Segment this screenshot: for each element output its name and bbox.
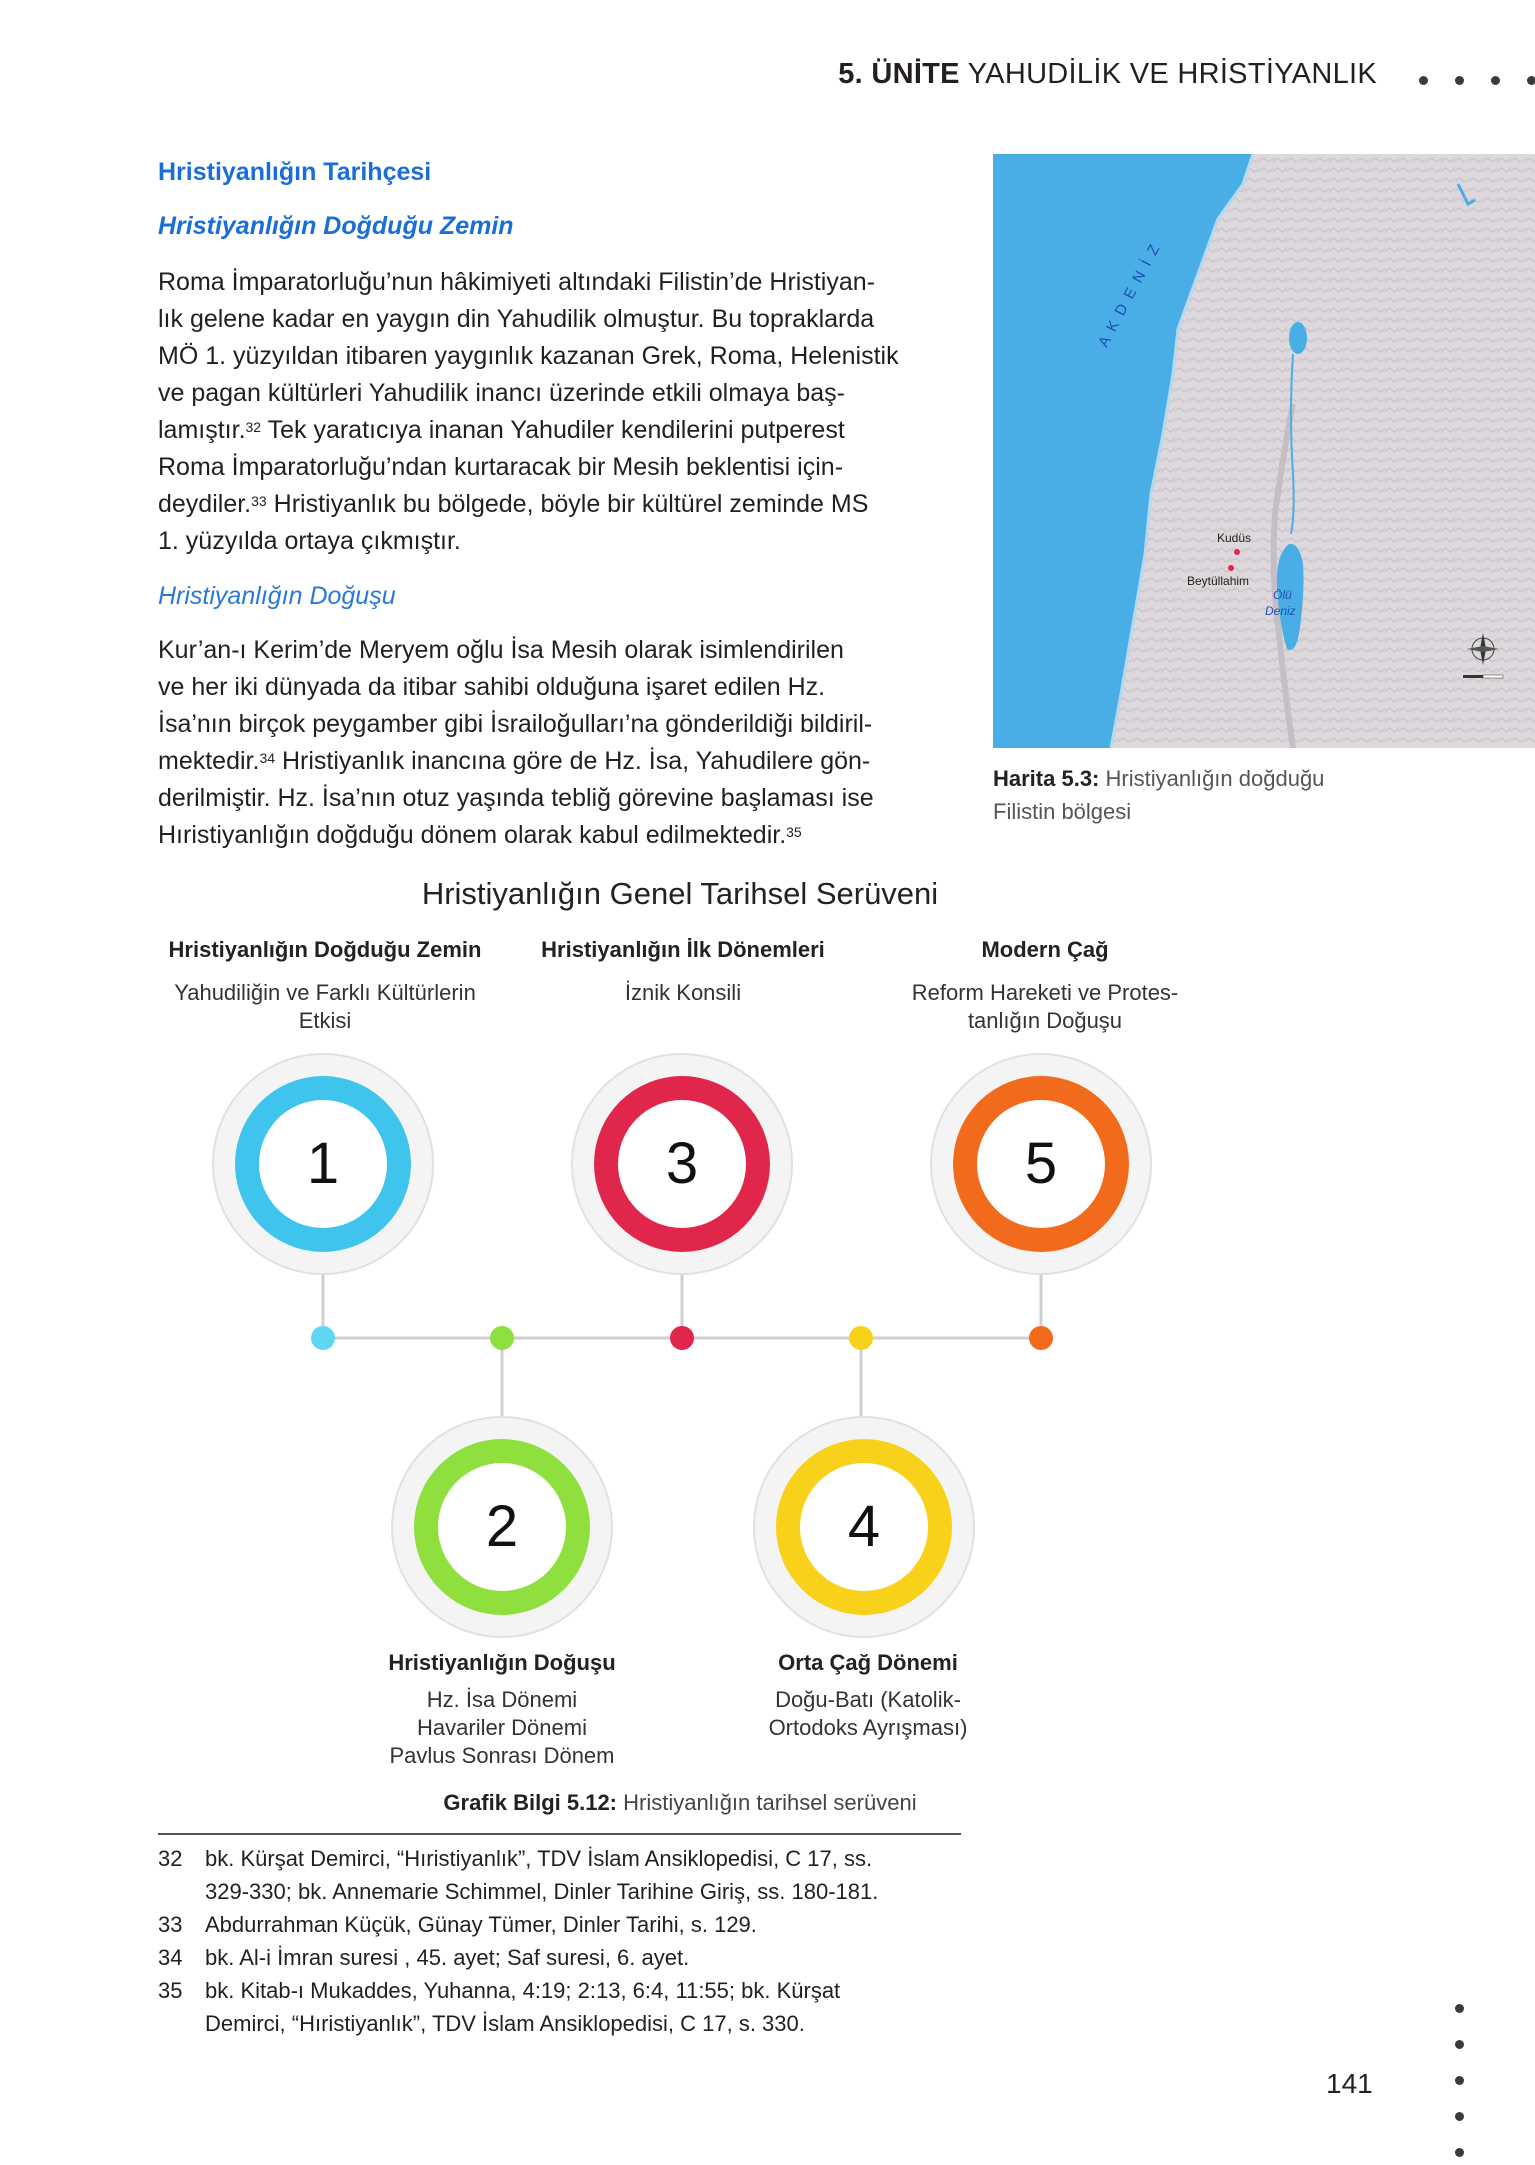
period-2-title: Hristiyanlığın Doğuşu [388,1650,616,1675]
period-3-circle [570,1052,794,1276]
paragraph-1: Roma İmparatorluğu’nun hâkimiyeti altındaki Filistin’de Hristiyan- lık gelene kadar en yaygın din Yahudilik olmuştur. Bu topraklarda MÖ 1. yüzyıldan itibaren yaygınlık kazanan Grek, Roma, Helenistik ve pagan kültürleri Yahudilik inancı üzerinde etkili olmaya baş- lamıştır.$^{32}$ Tek yaratıcıya inanan Yahudiler kendilerini putperest Roma İmparatorluğu’ndan kurtaracak bir Mesih beklentisi için- deydiler.$^{33}$ Hristiyanlık bu bölgede, böyle bir kültürel zeminde MS 1. yüzyılda ortaya çıkmıştır. [158,268,899,555]
subheading-dogusu: Hristiyanlığın Doğuşu [158,582,396,610]
margin-dot [1455,2148,1464,2157]
period-1-circle [211,1052,435,1276]
period-4-number: 4 [847,1494,881,1559]
period-1-number: 1 [306,1131,340,1196]
graph-caption: Grafik Bilgi 5.12: Hristiyanlığın tarihsel serüveni [443,1790,917,1815]
period-3-title: Hristiyanlığın İlk Dönemleri [541,937,825,962]
dead-sea-label-1: Ölü [1273,588,1292,602]
timeline-dot-4 [849,1326,873,1350]
timeline-dot-1 [311,1326,335,1350]
footnote-ref: 32 [245,419,262,435]
footnote-33: 33 Abdurrahman Küçük, Günay Tümer, Dinler Tarihi, s. 129. [158,1912,757,1937]
paragraph-2: Kur’an-ı Kerim’de Meryem oğlu İsa Mesih olarak isimlendirilen ve her iki dünyada da itibar sahibi olduğuna işaret edilen Hz. İsa’nın birçok peygamber gibi İsrailoğulları’na gönderildiği bildiril- mektedir.$^{34}$ Hristiyanlık inancına göre de Hz. İsa, Yahudilere gön- derilmiştir. Hz. İsa’nın otuz yaşında tebliğ görevine başlaması ise Hıristiyanlığın doğduğu dönem olarak kabul edilmektedir.$^{35}$ [158,636,874,849]
period-1-desc: Yahudiliğin ve Farklı Kültürlerin Etkisi [174,980,476,1033]
footnote-32: 32 bk. Kürşat Demirci, “Hıristiyanlık”, TDV İslam Ansiklopedisi, C 17, ss. 329-330; bk. Annemarie Schimmel, Dinler Tarihine Giriş, ss. 180-181. [158,1846,879,1904]
margin-dot [1455,2076,1464,2085]
period-2-number: 2 [485,1494,519,1559]
timeline-dot-3 [670,1326,694,1350]
page-number: 141 [1326,2068,1373,2099]
period-2-desc: Hz. İsa Dönemi Havariler Dönemi Pavlus Sonrası Dönem [389,1687,615,1768]
dead-sea-label-2: Deniz [1265,604,1296,618]
footnote-ref: 34 [259,750,276,766]
period-5-title: Modern Çağ [981,937,1109,962]
period-2-circle [390,1415,614,1639]
period-4-circle [752,1415,976,1639]
footnote-35: 35 bk. Kitab-ı Mukaddes, Yuhanna, 4:19; 2:13, 6:4, 11:55; bk. Kürşat Demirci, “Hıristiyanlık”, TDV İslam Ansiklopedisi, C 17, s. 330. [158,1978,841,2036]
sea-label: A K D E N İ Z [1095,240,1165,350]
footnote-34: 34 bk. Al-i İmran suresi , 45. ayet; Saf suresi, 6. ayet. [158,1945,690,1970]
diagram-title: Hristiyanlığın Genel Tarihsel Serüveni [421,876,939,911]
margin-dot [1455,2112,1464,2121]
footnote-ref: 33 [251,493,267,509]
period-1-title: Hristiyanlığın Doğduğu Zemin [168,937,482,962]
period-3-desc: İznik Konsili [624,980,742,1005]
footnote-ref: 35 [786,824,802,840]
period-5-circle [929,1052,1153,1276]
period-5-desc: Reform Hareketi ve Protes- tanlığın Doğuşu [911,980,1179,1033]
timeline-dot-5 [1029,1326,1053,1350]
margin-dot [1455,2040,1464,2049]
timeline-dot-2 [490,1326,514,1350]
period-4-desc: Doğu-Batı (Katolik- Ortodoks Ayrışması) [768,1687,968,1740]
margin-dot [1455,2004,1464,2013]
period-5-number: 5 [1024,1131,1058,1196]
period-3-number: 3 [665,1131,699,1196]
section-title: Hristiyanlığın Tarihçesi [158,158,432,186]
header-title: 5. ÜNİTE YAHUDİLİK VE HRİSTİYANLIK [838,58,1377,90]
city-label-kudus: Kudüs [1217,531,1252,545]
section-subtitle: Hristiyanlığın Doğduğu Zemin [158,212,514,240]
period-4-title: Orta Çağ Dönemi [778,1650,958,1675]
map-caption: Harita 5.3: Hristiyanlığın doğduğu Filistin bölgesi [993,766,1325,824]
city-label-beytullahim: Beytüllahim [1187,574,1250,588]
footnote-divider [158,1833,961,1835]
